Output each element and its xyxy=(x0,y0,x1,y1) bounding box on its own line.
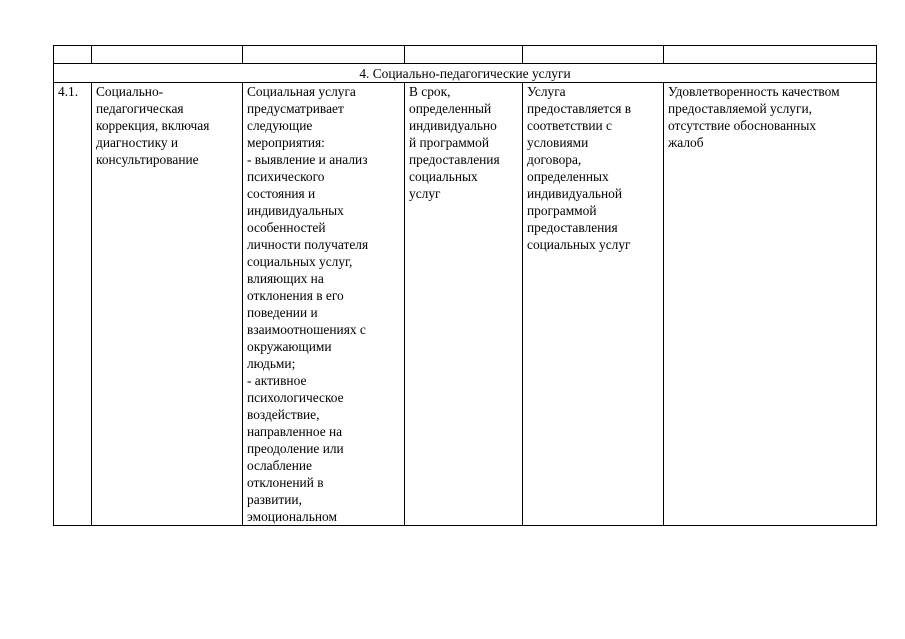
section-row xyxy=(54,64,877,83)
empty-cell xyxy=(405,46,523,64)
header-spacer-row xyxy=(54,46,877,64)
empty-cell xyxy=(92,46,243,64)
service-conditions: Услуга предоставляется в соответствии с условиями договора, определенных индивидуальной программой предоставления социальных услуг xyxy=(523,83,664,526)
table-row xyxy=(54,83,877,526)
section-title: 4. Социально-педагогические услуги xyxy=(54,64,877,83)
empty-cell xyxy=(54,46,92,64)
service-term: В срок, определенный индивидуально й программой предоставления социальных услуг xyxy=(405,83,523,526)
service-name: Социально- педагогическая коррекция, включая диагностику и консультирование xyxy=(92,83,243,526)
empty-cell xyxy=(664,46,877,64)
service-description: Социальная услуга предусматривает следующие мероприятия: - выявление и анализ психического состояния и индивидуальных особенностей личности получателя социальных услуг, влияющих на отклонения в его поведении и взаимоотношениях с окружающими людьми; - активное психологическое воздействие, направленное на преодоление или ослабление отклонений в развитии, эмоциональном xyxy=(243,83,405,526)
services-table xyxy=(53,45,877,526)
empty-cell xyxy=(523,46,664,64)
row-number: 4.1. xyxy=(54,83,92,526)
empty-cell xyxy=(243,46,405,64)
quality-indicator: Удовлетворенность качеством предоставляемой услуги, отсутствие обоснованных жалоб xyxy=(664,83,877,526)
